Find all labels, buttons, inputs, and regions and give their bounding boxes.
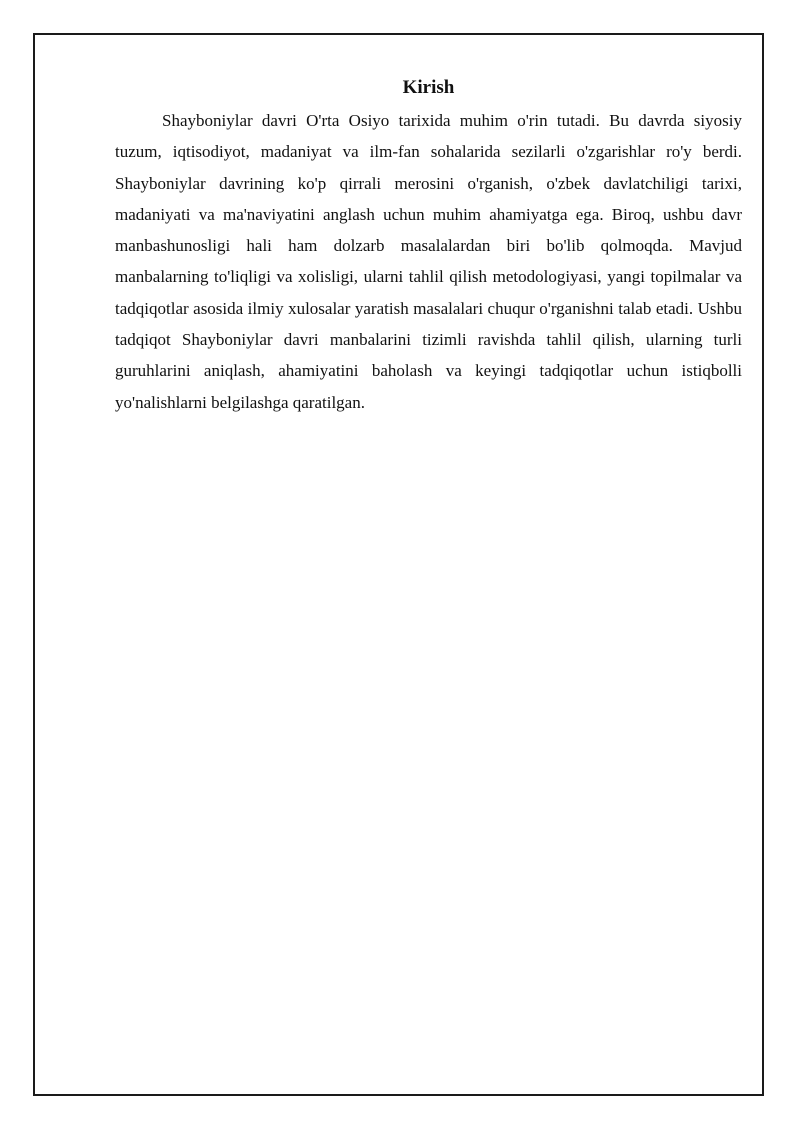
section-title: Kirish [402, 77, 455, 98]
document-body [115, 74, 742, 418]
intro-paragraph: Shayboniylar davri O'rta Osiyo tarixida muhim o'rin tutadi. Bu davrda siyosiy tuzum, iqtisodiyot, madaniyat va ilm-fan sohalarida sezilarli o'zgarishlar ro'y berdi. Shayboniylar davrining ko'p qirrali merosini o'rganish, o'zbek davlatchiligi tarixi, madaniyati va ma'naviyatini anglash uchun muhim ahamiyatga ega. Biroq, ushbu davr manbashunosligi hali ham dolzarb masalalardan biri bo'lib qolmoqda. Mavjud manbalarning to'liqligi va xolisligi, ularni tahlil qilish metodologiyasi, yangi topilmalar va tadqiqotlar asosida ilmiy xulosalar yaratish masalalari chuqur o'rganishni talab etadi. Ushbu tadqiqot Shayboniylar davri manbalarini tizimli ravishda tahlil qilish, ularning turli guruhlarini aniqlash, ahamiyatini baholash va keyingi tadqiqotlar uchun istiqbolli yo'nalishlarni belgilashga qaratilgan. [115, 111, 742, 412]
